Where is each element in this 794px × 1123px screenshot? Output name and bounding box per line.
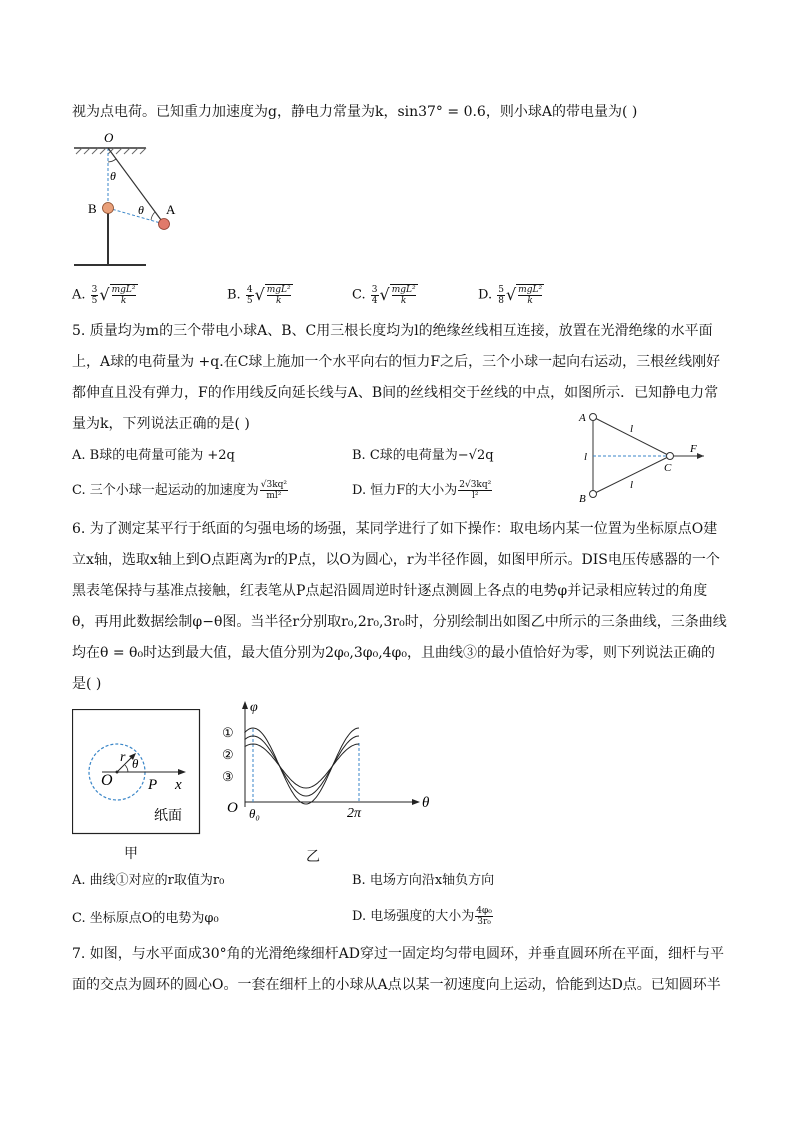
- q5-label-f: F: [690, 443, 697, 455]
- q6-jia-theta: θ: [132, 756, 139, 771]
- q6-caption-jia: 甲: [124, 846, 138, 862]
- q4-stem-line: 视为点电荷。已知重力加速度为g，静电力常量为k，sin37° = 0.6，则小球A的带电量为( ): [72, 104, 638, 120]
- q4-option-d[interactable]: D. $\frac{5}{8}$ √ mgL² k: [478, 284, 543, 306]
- q4-option-a[interactable]: A. $\frac{3}{5}$ √ mgL² k: [72, 284, 136, 306]
- q6-option-d[interactable]: D. 电场强度的大小为 $\frac{\text{4φ₀}}{\text{3r₀}}$: [352, 906, 492, 927]
- q6-yi-phi: φ: [250, 700, 258, 715]
- q6-option-b[interactable]: B. 电场方向沿x轴负方向: [352, 873, 495, 888]
- q6-stem-line-5: 均在θ = θ₀时达到最大值，最大值分别为2φ₀,3φ₀,4φ₀，且曲线③的最小值恰好为零，则下列说法正确的: [72, 645, 715, 661]
- q6-jia-x: x: [175, 777, 182, 793]
- q6-option-c[interactable]: C. 坐标原点O的电势为φ₀: [72, 911, 219, 926]
- q7-stem-line-1: 7. 如图，与水平面成30°角的光滑绝缘细杆AD穿过一固定均匀带电圆环，并垂直圆环所在平面，细杆与平: [72, 946, 724, 962]
- q5-label-a: A: [579, 412, 586, 424]
- q5-stem-line-4: 量为k，下列说法正确的是( ): [72, 416, 250, 432]
- q6-yi-twopi: 2π: [347, 806, 362, 821]
- q6-stem-line-6: 是( ): [72, 676, 102, 692]
- q5-option-a[interactable]: A. B球的电荷量可能为 +2q: [72, 448, 235, 463]
- q4-label-a: A: [166, 202, 176, 217]
- q6-option-a[interactable]: A. 曲线①对应的r取值为r₀: [72, 873, 225, 888]
- q5-label-l-top: l: [630, 423, 634, 435]
- q4-label-theta1: θ: [110, 169, 116, 183]
- q5-option-b[interactable]: B. C球的电荷量为−√2q: [352, 448, 494, 463]
- q5-stem-line-2: 上，A球的电荷量为 +q.在C球上施加一个水平向右的恒力F之后，三个小球一起向右运动，三根丝线刚好: [72, 354, 721, 370]
- q7-stem-line-2: 面的交点为圆环的圆心O。一套在细杆上的小球从A点以某一初速度向上运动，恰能到达D点。已知圆环半: [72, 977, 721, 993]
- ball-a: [159, 219, 170, 230]
- q4-option-b[interactable]: B. $\frac{4}{5}$ √ mgL² k: [227, 284, 291, 306]
- q6-figure-yi: [214, 697, 444, 840]
- q4-label-b: B: [88, 201, 97, 216]
- q6-yi-o: O: [227, 800, 238, 816]
- q5-label-l-left: l: [584, 451, 588, 463]
- q6-jia-o: O: [101, 772, 113, 789]
- q4-pendulum-figure: [66, 128, 186, 273]
- q6-figure-jia: [72, 709, 202, 837]
- q6-yi-theta: θ: [422, 795, 430, 811]
- q5-stem-line-3: 都伸直且没有弹力，F的作用线反向延长线与A、B间的丝线相交于丝线的中点，如图所示．已知静电力常: [72, 385, 719, 401]
- q5-label-c: C: [664, 462, 672, 474]
- q6-stem-line-1: 6. 为了测定某平行于纸面的匀强电场的场强，某同学进行了如下操作：取电场内某一位置为坐标原点O建: [72, 521, 718, 537]
- q6-jia-r: r: [120, 750, 126, 765]
- ball-b: [103, 203, 114, 214]
- q6-stem-line-4: θ，再用此数据绘制φ−θ图。当半径r分别取r₀,2r₀,3r₀时，分别绘制出如图乙中所示的三条曲线，三条曲线: [72, 614, 727, 630]
- q6-caption-yi: 乙: [306, 849, 320, 865]
- q5-label-l-bottom: l: [630, 479, 634, 491]
- q6-stem-line-3: 黑表笔保持与基准点接触，红表笔从P点起沿圆周逆时针逐点测圆上各点的电势φ并记录相应转过的角度: [72, 583, 708, 599]
- q6-stem-line-2: 立x轴，选取x轴上到O点距离为r的P点，以O为圆心，r为半径作圆，如图甲所示。DIS电压传感器的一个: [72, 552, 720, 568]
- q6-yi-c3: ③: [222, 769, 234, 784]
- q5-label-b: B: [579, 493, 586, 505]
- q6-jia-paper: 纸面: [154, 809, 182, 824]
- q6-jia-p: P: [148, 777, 158, 793]
- q4-label-o: O: [104, 130, 114, 145]
- q5-stem-line-1: 5. 质量均为m的三个带电小球A、B、C用三根长度均为l的绝缘丝线相互连接，放置在光滑绝缘的水平面: [72, 323, 713, 339]
- q5-option-d[interactable]: D. 恒力F的大小为 $\frac{\text{2√3kq²}}{\text{l²}}$: [352, 480, 492, 501]
- q6-yi-theta0: θ₀: [249, 806, 260, 821]
- q5-option-c[interactable]: C. 三个小球一起运动的加速度为 $\frac{\text{√3kq²}}{\text{ml²}}$: [72, 480, 288, 501]
- q6-yi-c2: ②: [222, 747, 234, 762]
- q4-option-c[interactable]: C. $\frac{3}{4}$ √ mgL² k: [352, 284, 416, 306]
- q4-label-theta2: θ: [138, 203, 144, 217]
- q5-triangle-figure: [572, 406, 712, 506]
- q6-yi-c1: ①: [222, 725, 234, 740]
